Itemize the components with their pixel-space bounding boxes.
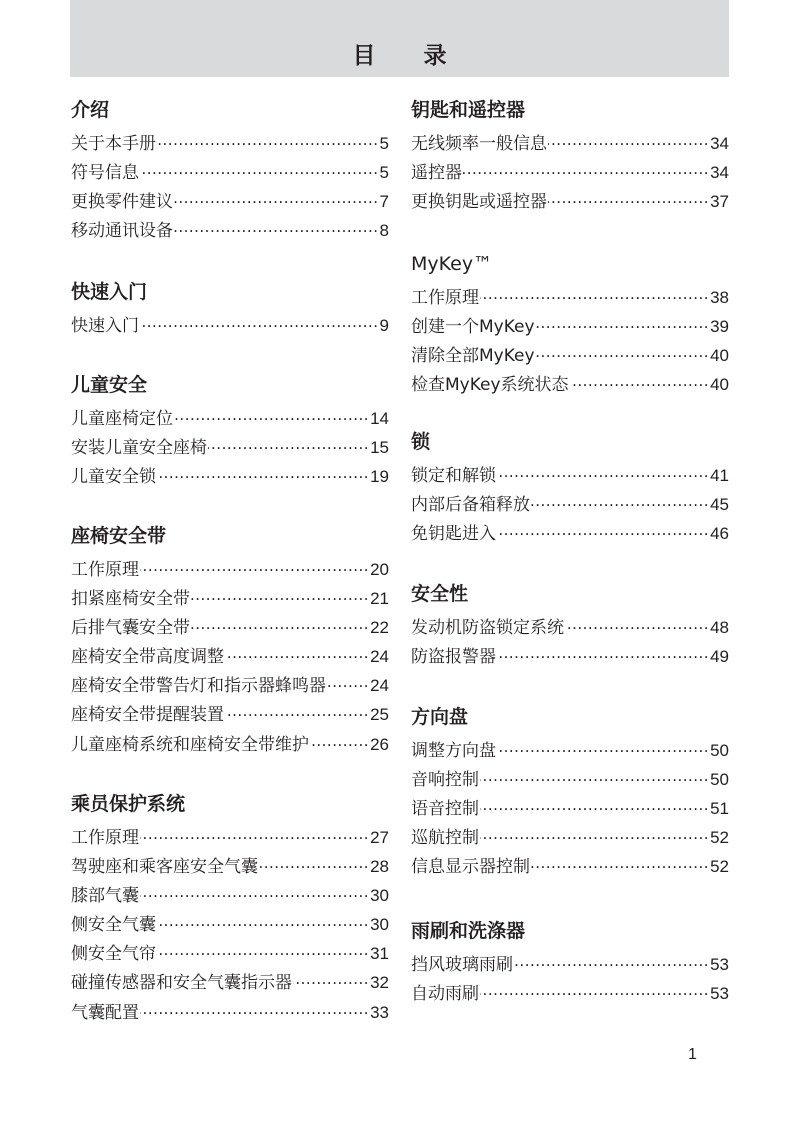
- entry-label: 调整方向盘: [411, 741, 496, 761]
- page-title: 目 录: [352, 43, 467, 69]
- entry-page: 20: [370, 560, 389, 579]
- dot-leader: [565, 615, 709, 633]
- toc-entry[interactable]: [71, 941, 389, 970]
- entry-page: 49: [710, 647, 729, 667]
- dot-leader: [463, 160, 709, 178]
- entry-page: 40: [710, 346, 729, 366]
- entry-label: 创建一个MyKey: [411, 317, 535, 338]
- toc-entry[interactable]: [411, 160, 729, 189]
- entry-page: 26: [370, 734, 389, 754]
- toc-entry[interactable]: [71, 131, 389, 160]
- dot-leader: [570, 372, 710, 390]
- entry-page: 50: [710, 741, 729, 760]
- section-heading: 快速入门: [71, 281, 148, 303]
- section-heading: 座椅安全带: [71, 525, 167, 547]
- section-heading: 锁: [411, 431, 431, 453]
- entry-page: 5: [379, 134, 389, 153]
- toc-entry[interactable]: [411, 343, 729, 372]
- entry-label: 气囊配置: [71, 1002, 139, 1023]
- toc-entry[interactable]: [71, 912, 389, 941]
- entry-label: 快速入门: [71, 316, 139, 336]
- toc-entry[interactable]: [71, 160, 389, 189]
- toc-section: [71, 523, 389, 761]
- toc-entry[interactable]: [71, 557, 389, 586]
- toc-entry[interactable]: [411, 825, 729, 854]
- toc-entry[interactable]: [411, 644, 729, 673]
- dot-leader: [531, 492, 709, 510]
- entry-page: 5: [379, 163, 389, 183]
- entry-page: 41: [710, 466, 729, 485]
- entry-page: 28: [370, 857, 389, 877]
- entry-page: 24: [370, 676, 389, 696]
- toc-entry[interactable]: [71, 464, 389, 493]
- entry-label: 工作原理: [411, 288, 479, 308]
- entry-page: 48: [710, 618, 729, 637]
- entry-label: 工作原理: [71, 560, 139, 580]
- entry-page: 52: [710, 828, 729, 848]
- entry-label: 内部后备箱释放: [411, 495, 530, 516]
- toc-entry[interactable]: [71, 825, 389, 854]
- toc-entry[interactable]: [71, 218, 389, 247]
- entry-page: 40: [710, 375, 729, 395]
- entry-label: 膝部气囊: [71, 886, 139, 907]
- entry-label: 信息显示器控制: [411, 857, 530, 878]
- entry-label: 音响控制: [411, 770, 479, 791]
- entry-label: 扣紧座椅安全带: [71, 589, 190, 610]
- entry-page: 38: [710, 288, 729, 307]
- dot-leader: [531, 854, 709, 872]
- dot-leader: [157, 941, 369, 959]
- entry-label: 安装儿童安全座椅: [71, 438, 207, 459]
- section-heading: 方向盘: [411, 706, 469, 728]
- entry-label: 驾驶座和乘客座安全气囊: [71, 857, 258, 878]
- entry-page: 14: [370, 409, 389, 428]
- toc-section: [411, 581, 729, 673]
- toc-entry[interactable]: [71, 313, 389, 342]
- entry-page: 19: [370, 467, 389, 487]
- dot-leader: [174, 406, 369, 424]
- toc-section: [71, 791, 389, 1029]
- toc-entry[interactable]: [71, 732, 389, 761]
- dot-leader: [225, 644, 369, 662]
- dot-leader: [191, 586, 369, 604]
- entry-page: 9: [379, 316, 389, 335]
- dot-leader: [480, 285, 709, 303]
- toc-entry[interactable]: [71, 673, 389, 702]
- dot-leader: [497, 738, 709, 756]
- dot-leader: [157, 912, 369, 930]
- entry-label: 座椅安全带高度调整: [71, 647, 224, 668]
- entry-label: 发动机防盗锁定系统: [411, 618, 564, 638]
- entry-label: 遥控器: [411, 163, 462, 184]
- toc-section: [71, 372, 389, 493]
- entry-label: 免钥匙进入: [411, 524, 496, 545]
- toc-entry[interactable]: [71, 644, 389, 673]
- entry-label: 挡风玻璃雨刷: [411, 955, 513, 975]
- toc-entry[interactable]: [71, 883, 389, 912]
- entry-label: 儿童座椅定位: [71, 409, 173, 429]
- dot-leader: [140, 313, 379, 331]
- entry-label: 移动通讯设备: [71, 221, 173, 242]
- toc-entry[interactable]: [71, 586, 389, 615]
- entry-page: 22: [370, 618, 389, 638]
- toc-entry[interactable]: [71, 435, 389, 464]
- toc-section: [411, 429, 729, 550]
- entry-label: 工作原理: [71, 828, 139, 848]
- toc-entry[interactable]: [411, 189, 729, 218]
- entry-label: 关于本手册: [71, 134, 156, 154]
- entry-page: 45: [710, 495, 729, 515]
- dot-leader: [191, 615, 369, 633]
- entry-label: 锁定和解锁: [411, 466, 496, 486]
- dot-leader: [140, 1000, 369, 1018]
- toc-entry[interactable]: [71, 702, 389, 731]
- entry-page: 30: [370, 886, 389, 906]
- toc-entry[interactable]: [411, 285, 729, 314]
- dot-leader: [497, 463, 709, 481]
- toc-entry[interactable]: [411, 372, 729, 401]
- entry-page: 51: [710, 799, 729, 819]
- toc-entry[interactable]: [411, 492, 729, 521]
- entry-page: 34: [710, 134, 729, 153]
- section-heading: 乘员保护系统: [71, 793, 186, 815]
- dot-leader: [140, 557, 369, 575]
- dot-leader: [497, 521, 709, 539]
- entry-page: 53: [710, 955, 729, 974]
- entry-page: 32: [370, 973, 389, 993]
- toc-entry[interactable]: [71, 1000, 389, 1029]
- entry-page: 33: [370, 1002, 389, 1022]
- entry-page: 52: [710, 857, 729, 877]
- entry-page: 24: [370, 647, 389, 667]
- dot-leader: [174, 218, 379, 236]
- entry-page: 7: [379, 192, 389, 212]
- entry-page: 50: [710, 770, 729, 790]
- entry-label: 座椅安全带警告灯和指示器蜂鸣器: [71, 676, 326, 697]
- entry-label: 自动雨刷: [411, 984, 479, 1005]
- dot-leader: [497, 644, 709, 662]
- page-number: 1: [688, 1046, 697, 1063]
- entry-page: 21: [370, 589, 389, 609]
- dot-leader: [157, 131, 379, 149]
- toc-entry[interactable]: [411, 767, 729, 796]
- entry-label: 座椅安全带提醒装置: [71, 705, 224, 726]
- section-heading: 介绍: [71, 99, 110, 121]
- dot-leader: [140, 883, 369, 901]
- entry-label: 防盗报警器: [411, 647, 496, 668]
- toc-section: [411, 704, 729, 883]
- dot-leader: [548, 189, 709, 207]
- toc-entry[interactable]: [411, 738, 729, 767]
- entry-page: 30: [370, 915, 389, 935]
- toc-entry[interactable]: [411, 854, 729, 883]
- entry-page: 8: [379, 221, 389, 241]
- toc-entry[interactable]: [71, 406, 389, 435]
- section-heading: 儿童安全: [71, 374, 148, 396]
- entry-page: 31: [370, 944, 389, 964]
- toc-entry[interactable]: [411, 521, 729, 550]
- entry-label: 碰撞传感器和安全气囊指示器: [71, 973, 292, 994]
- section-heading: 安全性: [411, 583, 469, 605]
- dot-leader: [174, 189, 379, 207]
- entry-label: 儿童安全锁: [71, 467, 156, 488]
- entry-label: 侧安全气囊: [71, 915, 156, 936]
- entry-label: 后排气囊安全带: [71, 618, 190, 639]
- title-band: [70, 0, 729, 77]
- entry-page: 39: [710, 317, 729, 337]
- dot-leader: [293, 970, 369, 988]
- dot-leader: [208, 435, 369, 453]
- toc-entry[interactable]: [411, 314, 729, 343]
- entry-label: 更换零件建议: [71, 192, 173, 213]
- toc-entry[interactable]: [411, 131, 729, 160]
- entry-page: 53: [710, 984, 729, 1004]
- section-heading: MyKey™: [411, 253, 493, 275]
- entry-label: 检查MyKey系统状态: [411, 375, 569, 396]
- toc-entry[interactable]: [411, 981, 729, 1010]
- entry-label: 清除全部MyKey: [411, 346, 535, 367]
- dot-leader: [140, 160, 379, 178]
- dot-leader: [310, 732, 369, 750]
- toc-entry[interactable]: [71, 854, 389, 883]
- toc-section: [411, 97, 729, 218]
- toc-entry[interactable]: [411, 615, 729, 644]
- dot-leader: [480, 825, 709, 843]
- toc-entry[interactable]: [411, 463, 729, 492]
- section-heading: 雨刷和洗涤器: [411, 920, 526, 942]
- toc-entry[interactable]: [71, 189, 389, 218]
- entry-label: 更换钥匙或遥控器: [411, 192, 547, 213]
- dot-leader: [536, 314, 710, 332]
- entry-label: 侧安全气帘: [71, 944, 156, 965]
- entry-label: 符号信息: [71, 163, 139, 184]
- dot-leader: [514, 952, 709, 970]
- entry-page: 27: [370, 828, 389, 847]
- dot-leader: [480, 767, 709, 785]
- toc-entry[interactable]: [411, 952, 729, 981]
- entry-page: 37: [710, 192, 729, 212]
- toc-entry[interactable]: [71, 615, 389, 644]
- entry-page: 25: [370, 705, 389, 725]
- dot-leader: [480, 981, 709, 999]
- dot-leader: [225, 702, 369, 720]
- toc-entry[interactable]: [71, 970, 389, 999]
- dot-leader: [157, 464, 369, 482]
- section-heading: 钥匙和遥控器: [411, 99, 526, 121]
- toc-section: [71, 97, 389, 247]
- dot-leader: [536, 343, 710, 361]
- entry-label: 无线频率一般信息: [411, 134, 547, 154]
- toc-section: [411, 918, 729, 1010]
- entry-page: 46: [710, 524, 729, 544]
- entry-page: 15: [370, 438, 389, 458]
- toc-section: [71, 279, 389, 342]
- entry-label: 儿童座椅系统和座椅安全带维护: [71, 734, 309, 755]
- entry-label: 语音控制: [411, 799, 479, 820]
- entry-page: 34: [710, 163, 729, 183]
- dot-leader: [548, 131, 709, 149]
- dot-leader: [140, 825, 369, 843]
- entry-label: 巡航控制: [411, 828, 479, 849]
- dot-leader: [327, 673, 369, 691]
- toc-entry[interactable]: [411, 796, 729, 825]
- toc-section: [411, 251, 729, 401]
- dot-leader: [480, 796, 709, 814]
- dot-leader: [259, 854, 369, 872]
